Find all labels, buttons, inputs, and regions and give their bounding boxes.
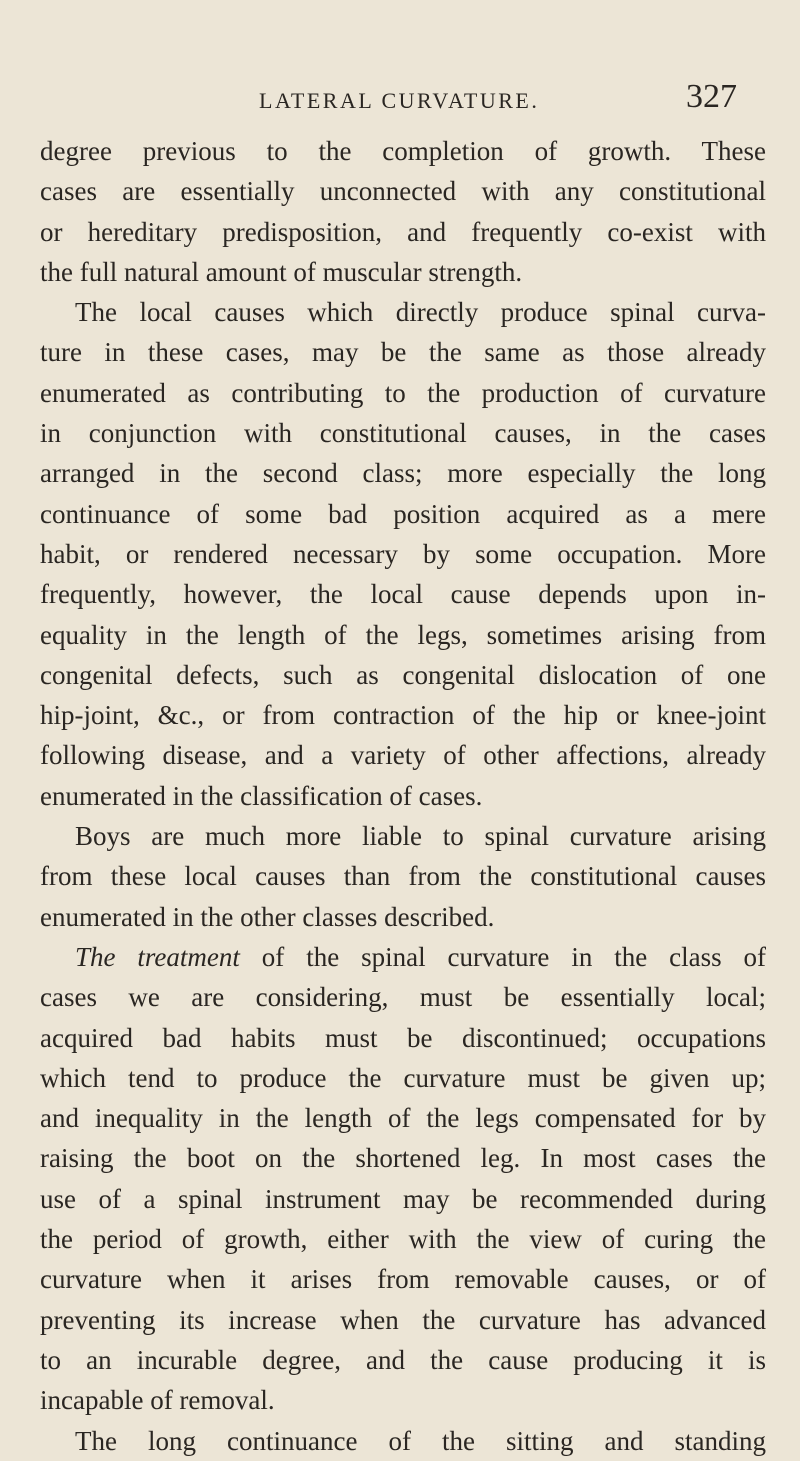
text-line: acquired bad habits must be discontinued; occupations (40, 1022, 766, 1053)
text-line: use of a spinal instrument may be recommended during (40, 1183, 766, 1214)
italic-lead: The treatment (75, 941, 240, 972)
body-text (40, 131, 766, 1461)
text-line: ture in these cases, may be the same as those already (40, 337, 766, 368)
text-line: equality in the length of the legs, sometimes arising from (40, 619, 766, 650)
text-line: the period of growth, either with the view of curing the (40, 1224, 766, 1255)
text-line: continuance of some bad position acquired as a mere (40, 498, 766, 529)
text-line: The long continuance of the sitting and standing (75, 1425, 766, 1456)
text-line: following disease, and a variety of other affections, already (40, 740, 766, 771)
text-line: enumerated in the classification of cases. (40, 780, 483, 811)
text-run: of the spinal curvature in the class of (239, 941, 766, 972)
text-line (40, 937, 766, 977)
text-line: Boys are much more liable to spinal curvature arising (75, 821, 766, 852)
running-title: LATERAL CURVATURE. (259, 88, 540, 113)
text-line: curvature when it arises from removable causes, or of (40, 1264, 766, 1295)
text-line: or hereditary predisposition, and frequently co-exist with (40, 216, 766, 247)
text-line: the full natural amount of muscular strength. (40, 256, 523, 287)
text-line: hip-joint, &c., or from contraction of the hip or knee-joint (40, 700, 766, 731)
text-line: enumerated as contributing to the production of curvature (40, 377, 766, 408)
page-number: 327 (686, 78, 737, 115)
text-line: and inequality in the length of the legs compensated for by (40, 1103, 766, 1134)
text-line: arranged in the second class; more especially the long (40, 458, 766, 489)
text-line: from these local causes than from the constitutional causes (40, 861, 766, 892)
text-line: frequently, however, the local cause depends upon in- (40, 579, 766, 610)
text-line: to an incurable degree, and the cause producing it is (40, 1344, 766, 1375)
text-line: degree previous to the completion of growth. These (40, 136, 766, 166)
text-line: in conjunction with constitutional causes, in the cases (40, 418, 766, 449)
text-line: which tend to produce the curvature must be given up; (40, 1062, 766, 1093)
running-head (0, 78, 800, 122)
text-line: preventing its increase when the curvature has advanced (40, 1304, 766, 1335)
text-line: The local causes which directly produce spinal curva- (75, 297, 766, 328)
text-line: incapable of removal. (40, 1385, 275, 1416)
text-line: cases we are considering, must be essentially local; (40, 982, 766, 1013)
text-line: raising the boot on the shortened leg. In most cases the (40, 1143, 766, 1174)
text-line: congenital defects, such as congenital dislocation of one (40, 659, 766, 690)
text-line: enumerated in the other classes described. (40, 901, 495, 932)
text-line: cases are essentially unconnected with any constitutional (40, 176, 766, 207)
text-line: habit, or rendered necessary by some occupation. More (40, 538, 766, 569)
